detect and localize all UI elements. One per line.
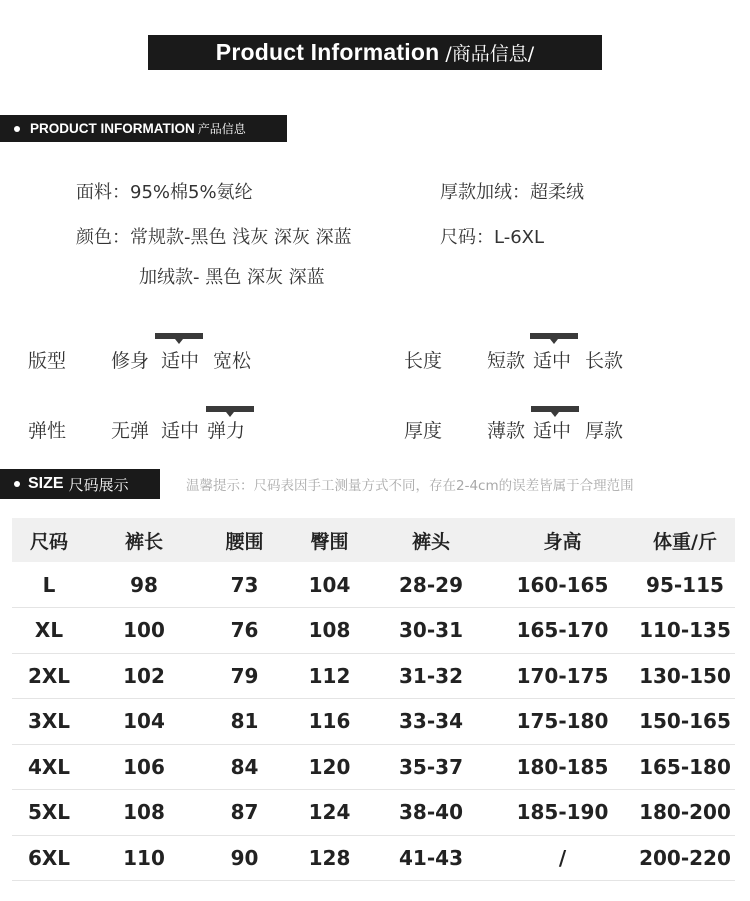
info-fabric: 面料：95%棉5%氨纶 <box>76 182 253 203</box>
table-cell: 38-40 <box>399 800 463 825</box>
table-cell: 31-32 <box>399 663 463 688</box>
section-title: SIZE <box>28 475 64 492</box>
table-row <box>12 744 735 790</box>
table-header-cell: 尺码 <box>29 530 68 553</box>
table-cell: 110-135 <box>639 618 731 643</box>
table-cell: 6XL <box>27 845 71 870</box>
table-row <box>12 562 735 608</box>
attr-label-thickness: 厚度 <box>404 420 443 442</box>
section-title: PRODUCT INFORMATION <box>30 121 195 136</box>
attr-option-elasticity-stretch: 弹力 <box>207 420 246 442</box>
table-cell: 84 <box>230 754 259 779</box>
table-row <box>12 835 735 881</box>
section-title-cn: 产品信息 <box>197 122 246 136</box>
size-tip: 温馨提示：尺码表因手工测量方式不同，存在2-4cm的误差皆属于合理范围 <box>186 478 634 494</box>
size-table <box>12 518 735 881</box>
table-cell: 4XL <box>27 754 71 779</box>
bullet-dot-icon <box>14 481 20 487</box>
attr-option-length-short: 短款 <box>487 350 526 372</box>
table-cell: 41-43 <box>399 845 463 870</box>
table-cell: 200-220 <box>639 845 731 870</box>
table-header-cell: 臀围 <box>310 530 349 553</box>
info-thick: 厚款加绒：超柔绒 <box>440 182 584 203</box>
table-cell: 165-170 <box>516 618 609 643</box>
table-cell: 180-200 <box>639 800 731 825</box>
table-cell: 108 <box>123 800 165 825</box>
table-cell: / <box>558 845 567 870</box>
table-cell: 90 <box>230 845 259 870</box>
table-header-cell: 体重/斤 <box>653 530 717 553</box>
table-cell: 160-165 <box>516 572 609 597</box>
table-cell: 108 <box>308 618 351 643</box>
table-cell: 102 <box>123 663 165 688</box>
table-cell: 175-180 <box>516 709 609 734</box>
table-cell: 106 <box>123 754 165 779</box>
table-cell: 35-37 <box>399 754 463 779</box>
table-cell: 30-31 <box>399 618 463 643</box>
table-cell: 73 <box>230 572 259 597</box>
table-cell: 180-185 <box>516 754 609 779</box>
table-cell: 33-34 <box>399 709 463 734</box>
table-cell: L <box>42 572 56 597</box>
section-header-product-info <box>0 115 287 142</box>
page-title-banner <box>148 35 602 70</box>
table-cell: 104 <box>123 709 165 734</box>
attr-label-fit: 版型 <box>28 350 67 372</box>
info-colors: 颜色：常规款-黑色 浅灰 深灰 深蓝 <box>76 227 352 248</box>
attr-option-length-long: 长款 <box>585 350 624 372</box>
selected-marker-icon <box>530 333 578 339</box>
attr-option-thickness-thick: 厚款 <box>585 420 624 442</box>
attr-option-thickness-regular: 适中 <box>533 420 572 442</box>
table-cell: 3XL <box>27 709 71 734</box>
table-cell: 79 <box>230 663 259 688</box>
table-row <box>12 608 735 654</box>
attr-option-length-regular: 适中 <box>533 350 572 372</box>
selected-marker-icon <box>155 333 203 339</box>
attr-option-elasticity-medium: 适中 <box>161 420 200 442</box>
table-cell: 76 <box>230 618 259 643</box>
page-title-cn: /商品信息/ <box>445 43 535 65</box>
attr-option-fit-slim: 修身 <box>111 350 150 372</box>
page-title: Product Information <box>215 39 440 65</box>
selected-marker-icon <box>531 406 579 412</box>
section-header-size <box>0 469 160 499</box>
table-cell: 81 <box>230 709 259 734</box>
attr-label-elasticity: 弹性 <box>28 420 67 442</box>
table-cell: 170-175 <box>516 663 609 688</box>
table-cell: 128 <box>308 845 351 870</box>
table-cell: 5XL <box>27 800 71 825</box>
attr-option-thickness-thin: 薄款 <box>487 420 526 442</box>
attr-label-length: 长度 <box>404 350 443 372</box>
table-cell: 28-29 <box>399 572 463 597</box>
table-cell: 185-190 <box>516 800 609 825</box>
attr-option-fit-regular: 适中 <box>161 350 200 372</box>
table-cell: 124 <box>308 800 351 825</box>
attr-option-elasticity-none: 无弹 <box>111 420 150 442</box>
table-cell: 104 <box>308 572 351 597</box>
table-cell: 120 <box>308 754 351 779</box>
table-row <box>12 699 735 745</box>
table-header-cell: 裤头 <box>411 530 450 553</box>
table-cell: 165-180 <box>639 754 731 779</box>
table-cell: 116 <box>308 709 351 734</box>
attr-option-fit-loose: 宽松 <box>213 350 252 372</box>
table-row <box>12 653 735 699</box>
table-cell: 2XL <box>27 663 71 688</box>
table-cell: 112 <box>308 663 351 688</box>
info-size-range: 尺码：L-6XL <box>440 227 545 248</box>
table-cell: 150-165 <box>639 709 731 734</box>
table-header-cell: 身高 <box>543 530 582 553</box>
table-cell: 95-115 <box>646 572 724 597</box>
table-header-cell: 裤长 <box>124 530 163 553</box>
table-header-cell: 腰围 <box>225 530 264 553</box>
section-title-cn: 尺码展示 <box>68 475 129 494</box>
table-cell: 110 <box>123 845 165 870</box>
table-cell: 100 <box>123 618 165 643</box>
table-header-row <box>12 518 735 562</box>
table-cell: XL <box>34 618 64 643</box>
table-row <box>12 790 735 836</box>
table-cell: 130-150 <box>639 663 731 688</box>
selected-marker-icon <box>206 406 254 412</box>
table-cell: 87 <box>230 800 259 825</box>
info-colors-fleece: 加绒款- 黑色 深灰 深蓝 <box>139 267 325 288</box>
bullet-dot-icon <box>14 126 20 132</box>
table-cell: 98 <box>130 572 158 597</box>
